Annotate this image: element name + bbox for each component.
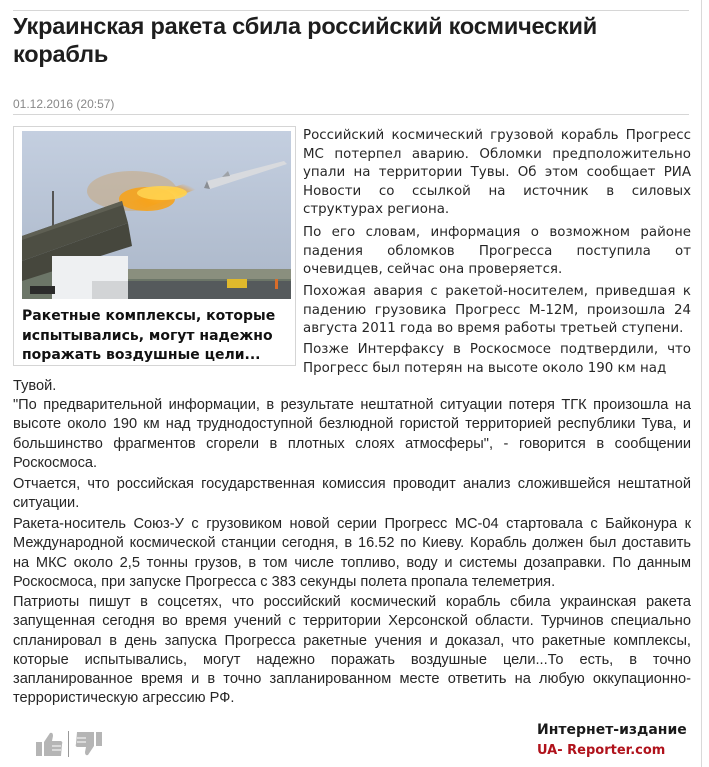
article-paragraph: По его словам, информация о возможном районе падения обломков Прогресса поступила от очевидцев, сейчас она проверяется.: [303, 225, 691, 278]
date-divider: [13, 114, 689, 115]
article-paragraph: Позже Интерфаксу в Роскосмосе подтвердили, что Прогресс был потерян на высоте около 190 км над: [303, 342, 691, 376]
vote-divider: [68, 731, 69, 757]
rocket-launch-photo[interactable]: [22, 131, 291, 299]
thumbs-down-icon: [74, 729, 104, 759]
article-date: 01.12.2016 (20:57): [13, 97, 115, 111]
figure-caption[interactable]: Ракетные комплексы, которые испытывались, могут надежно поражать воздушные цели...: [22, 308, 276, 363]
dislike-button[interactable]: [74, 729, 104, 759]
article-paragraph: Патриоты пишут в соцсетях, что российский космический корабль сбила украинская ракета запущенная сегодня во время учений с территории Херсонской области. Турчинов специально спланировал в день запуска Прогресса ракетные учения и доказал, что ракетные комплексы, которые испытывались, могут надежно поражать воздушные цели...То есть, в точно запланированное время и в точно запланированном месте ответить на любую оккупационно-террористическую агрессию РФ.: [13, 594, 691, 707]
article-paragraph: Российский космический грузовой корабль Прогресс МС потерпел аварию. Обломки предположительно упали на территории Тувы. Об этом сообщает РИА Новости со ссылкой на источник в силовых структурах региона.: [303, 128, 691, 218]
site-link[interactable]: UA- Reporter.com: [537, 743, 666, 758]
publication-label: Интернет-издание: [537, 722, 687, 738]
like-button[interactable]: [34, 729, 64, 759]
article-paragraph: Отчается, что российская государственная комиссия проводит анализ сложившейся нештатной ситуации.: [13, 476, 691, 512]
article-quote: "По предварительной информации, в результате нештатной ситуации потеря ТГК произошла на высоте около 190 км над труднодоступной безлюдной гористой территорией республики Тува, и большинство фрагментов сгорели в плотных слоях атмосферы", - говорится в сообщении Роскосмоса.: [13, 397, 691, 471]
article-paragraph: Ракета-носитель Союз-У с грузовиком новой серии Прогресс МС-04 стартовала с Байконура к Международной космической станции сегодня, в 16.52 по Киеву. Корабль должен был доставить на МКС около 2,5 тонны грузов, в том числе топливо, воду и системы дозаправки. По данным Роскосмоса, при запуске Прогресса с 383 секунды полета пропала телеметрия.: [13, 516, 691, 590]
article-paragraph: Похожая авария с ракетой-носителем, приведшая к падению грузовика Прогресс М-12М, произошла 24 августа 2011 года во время работы третьей ступени.: [303, 284, 691, 337]
vote-controls: [34, 729, 114, 759]
page-edge-divider: [701, 0, 702, 767]
article-title: Украинская ракета сбила российский космический корабль: [13, 13, 598, 67]
thumbs-up-icon: [34, 729, 64, 759]
top-divider: [13, 10, 689, 11]
article-paragraph: Тувой.: [13, 378, 57, 394]
article-figure[interactable]: [13, 126, 296, 366]
